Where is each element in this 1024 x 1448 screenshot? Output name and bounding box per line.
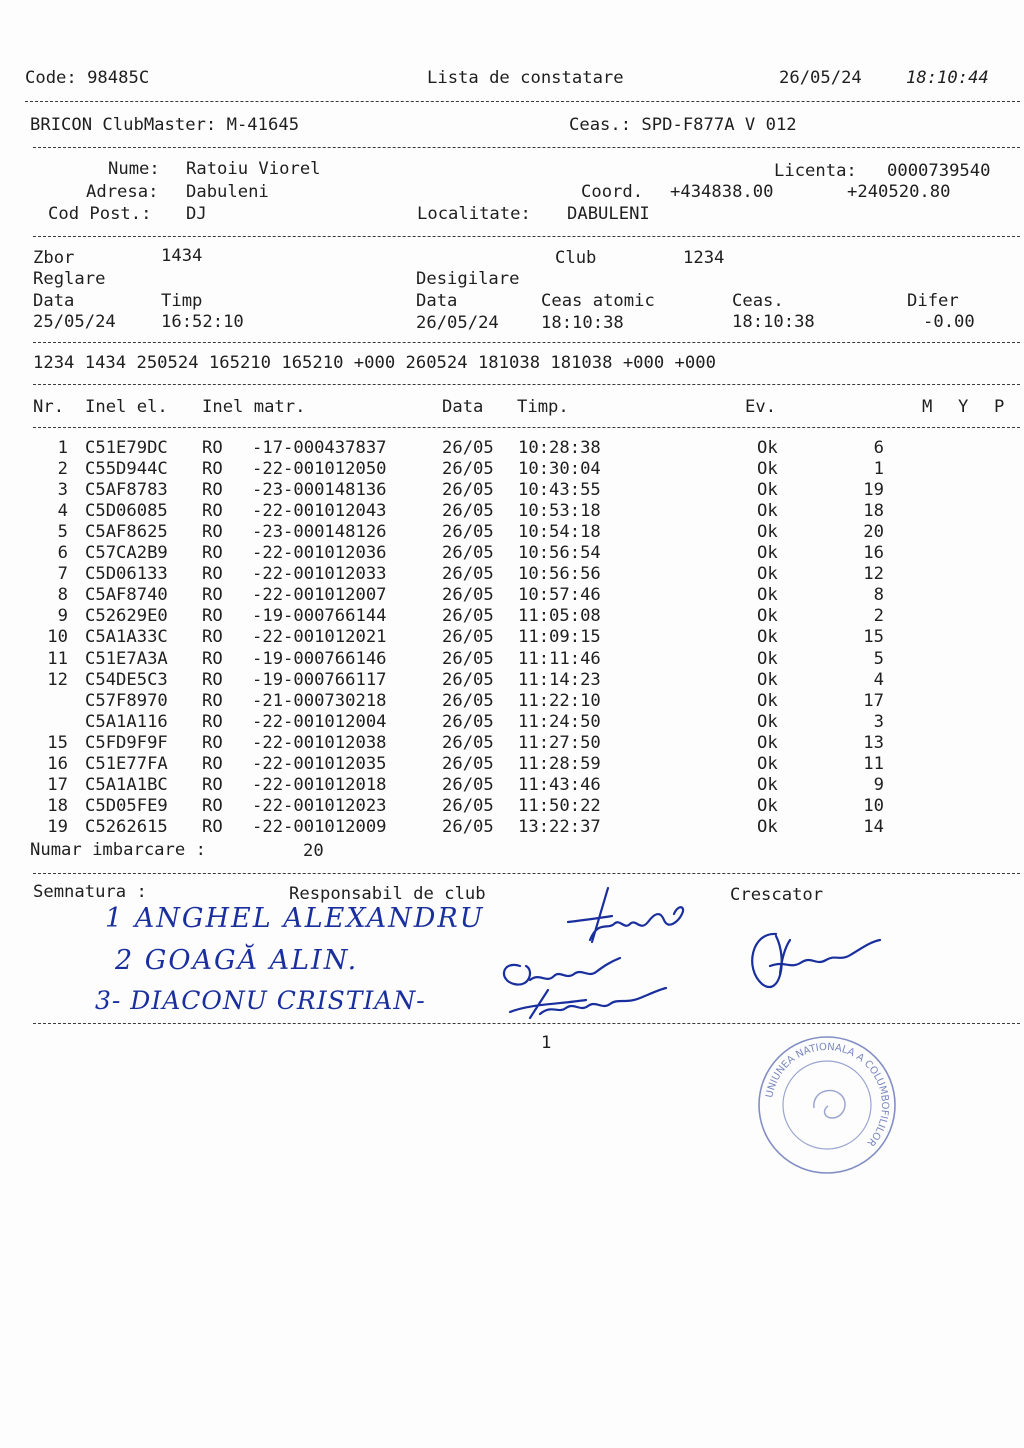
- col-data: Data: [442, 397, 484, 417]
- desig-data-label: Data: [416, 291, 458, 311]
- cell-date: 26/05: [442, 795, 494, 816]
- cell-n: 1: [873, 459, 884, 480]
- cell-date: 26/05: [442, 606, 494, 627]
- cell-date: 26/05: [442, 564, 494, 585]
- cell-matr: -22-001012036: [252, 543, 387, 564]
- cell-nr: 3: [57, 480, 68, 501]
- cell-n: 15: [863, 627, 884, 648]
- cell-matr: -21-000730218: [252, 690, 387, 711]
- cell-nr: 7: [57, 564, 68, 585]
- cell-ev: Ok: [757, 774, 778, 795]
- cell-nr: 12: [47, 669, 68, 690]
- cell-cc: RO: [202, 522, 223, 543]
- cell-time: 10:56:56: [518, 564, 601, 585]
- cell-el: C5262615: [85, 816, 168, 837]
- cell-n: 5: [873, 648, 884, 669]
- boarding-count-label: Numar imbarcare :: [30, 840, 206, 860]
- cell-el: C51E7A3A: [85, 648, 168, 669]
- cell-ev: Ok: [757, 438, 778, 458]
- cell-cc: RO: [202, 585, 223, 606]
- name-label: Nume:: [108, 159, 160, 179]
- col-inel-el: Inel el.: [85, 397, 168, 417]
- club-master: BRICON ClubMaster: M-41645: [30, 115, 300, 135]
- cell-cc: RO: [202, 480, 223, 501]
- club-label: Club: [555, 248, 597, 268]
- cell-n: 8: [873, 585, 884, 606]
- print-date: 26/05/24: [779, 68, 862, 88]
- cell-nr: 17: [47, 774, 68, 795]
- cell-cc: RO: [202, 438, 223, 458]
- cell-matr: -22-001012021: [252, 627, 387, 648]
- col-y: Y: [958, 397, 969, 417]
- cell-ev: Ok: [757, 522, 778, 543]
- cell-matr: -23-000148126: [252, 522, 387, 543]
- cell-el: C5FD9F9F: [85, 732, 168, 753]
- cell-nr: 9: [57, 606, 68, 627]
- cell-time: 11:11:46: [518, 648, 601, 669]
- separator: [33, 873, 1020, 874]
- table-row: [0, 691, 1024, 712]
- cell-matr: -17-000437837: [252, 438, 387, 458]
- table-row: [0, 459, 1024, 480]
- cell-el: C54DE5C3: [85, 669, 168, 690]
- cell-cc: RO: [202, 711, 223, 732]
- cell-time: 10:30:04: [518, 459, 601, 480]
- cell-ev: Ok: [757, 753, 778, 774]
- cell-cc: RO: [202, 648, 223, 669]
- handwritten-signatures: [490, 880, 910, 1030]
- col-m: M: [922, 397, 933, 417]
- license-label: Licenta:: [774, 161, 857, 181]
- clock-id: Ceas.: SPD-F877A V 012: [569, 115, 797, 135]
- cell-cc: RO: [202, 753, 223, 774]
- table-row: [0, 712, 1024, 733]
- cell-cc: RO: [202, 795, 223, 816]
- difference: -0.00: [923, 312, 975, 332]
- table-row: [0, 796, 1024, 817]
- desigilare-label: Desigilare: [416, 269, 520, 289]
- cell-date: 26/05: [442, 648, 494, 669]
- cell-ev: Ok: [757, 711, 778, 732]
- stamp-text: UNIUNEA NATIONALA A COLUMBOFILILOR: [764, 1041, 891, 1149]
- cell-cc: RO: [202, 459, 223, 480]
- cell-n: 18: [863, 501, 884, 522]
- breeder-label: Crescator: [730, 885, 824, 905]
- locality: DABULENI: [567, 204, 650, 224]
- cell-matr: -22-001012009: [252, 816, 387, 837]
- separator: [33, 427, 1020, 428]
- separator: [33, 1023, 1020, 1024]
- cell-matr: -22-001012033: [252, 564, 387, 585]
- table-row: [0, 585, 1024, 606]
- cell-ev: Ok: [757, 480, 778, 501]
- difer-label: Difer: [907, 291, 959, 311]
- cell-el: C5D06085: [85, 501, 168, 522]
- page-number: 1: [541, 1033, 552, 1053]
- cell-el: C51E77FA: [85, 753, 168, 774]
- cell-cc: RO: [202, 606, 223, 627]
- boarding-count: 20: [303, 841, 324, 861]
- cell-ev: Ok: [757, 648, 778, 669]
- zbor-label: Zbor: [33, 248, 75, 268]
- cell-n: 19: [863, 480, 884, 501]
- separator: [33, 236, 1020, 237]
- cell-time: 10:28:38: [518, 438, 601, 458]
- cell-matr: -22-001012023: [252, 795, 387, 816]
- cell-nr: 10: [47, 627, 68, 648]
- cell-el: C51E79DC: [85, 438, 168, 458]
- cell-el: C5AF8783: [85, 480, 168, 501]
- table-row: [0, 501, 1024, 522]
- cell-nr: 4: [57, 501, 68, 522]
- cell-nr: 18: [47, 795, 68, 816]
- cell-cc: RO: [202, 627, 223, 648]
- table-row: [0, 522, 1024, 543]
- cell-time: 13:22:37: [518, 816, 601, 837]
- cell-date: 26/05: [442, 711, 494, 732]
- reglare-time: 16:52:10: [161, 312, 244, 332]
- col-nr: Nr.: [33, 397, 65, 417]
- cell-n: 2: [873, 606, 884, 627]
- print-time: 18:10:44: [906, 68, 989, 88]
- cell-n: 17: [863, 690, 884, 711]
- cell-n: 12: [863, 564, 884, 585]
- reglare-timp-label: Timp: [161, 291, 203, 311]
- club-number: 1234: [683, 248, 725, 268]
- cell-nr: 19: [47, 816, 68, 837]
- cell-date: 26/05: [442, 732, 494, 753]
- table-row: [0, 817, 1024, 838]
- cell-date: 26/05: [442, 543, 494, 564]
- cell-nr: 1: [57, 438, 68, 458]
- table-row: [0, 543, 1024, 564]
- cell-matr: -19-000766146: [252, 648, 387, 669]
- cell-el: C5A1A116: [85, 711, 168, 732]
- cell-nr: 15: [47, 732, 68, 753]
- cell-matr: -19-000766117: [252, 669, 387, 690]
- cell-time: 11:43:46: [518, 774, 601, 795]
- reglare-label: Reglare: [33, 269, 106, 289]
- col-p: P: [994, 397, 1005, 417]
- cell-time: 11:14:23: [518, 669, 601, 690]
- cell-ev: Ok: [757, 459, 778, 480]
- atomic-clock-label: Ceas atomic: [541, 291, 655, 311]
- cell-ev: Ok: [757, 564, 778, 585]
- cell-n: 10: [863, 795, 884, 816]
- cell-time: 10:56:54: [518, 543, 601, 564]
- table-row: [0, 438, 1024, 459]
- cell-n: 6: [873, 438, 884, 458]
- cell-el: C57F8970: [85, 690, 168, 711]
- cell-matr: -22-001012038: [252, 732, 387, 753]
- license-number: 0000739540: [887, 161, 991, 181]
- cell-cc: RO: [202, 669, 223, 690]
- cell-nr: 6: [57, 543, 68, 564]
- coord-latitude: +434838.00: [670, 182, 774, 202]
- cell-date: 26/05: [442, 522, 494, 543]
- cell-matr: -22-001012018: [252, 774, 387, 795]
- cell-time: 11:09:15: [518, 627, 601, 648]
- address-label: Adresa:: [86, 182, 159, 202]
- cell-n: 20: [863, 522, 884, 543]
- cell-ev: Ok: [757, 732, 778, 753]
- cell-cc: RO: [202, 564, 223, 585]
- reglare-data-label: Data: [33, 291, 75, 311]
- cell-time: 11:50:22: [518, 795, 601, 816]
- cell-cc: RO: [202, 501, 223, 522]
- cell-el: C5A1A1BC: [85, 774, 168, 795]
- cell-nr: 2: [57, 459, 68, 480]
- zbor-number: 1434: [161, 246, 203, 266]
- cell-date: 26/05: [442, 816, 494, 837]
- cell-el: C57CA2B9: [85, 543, 168, 564]
- postal-code: DJ: [186, 204, 207, 224]
- cell-ev: Ok: [757, 795, 778, 816]
- cell-el: C5A1A33C: [85, 627, 168, 648]
- cell-el: C5AF8740: [85, 585, 168, 606]
- cell-matr: -19-000766144: [252, 606, 387, 627]
- separator: [33, 342, 1020, 343]
- cell-matr: -22-001012007: [252, 585, 387, 606]
- cell-time: 11:05:08: [518, 606, 601, 627]
- clock-label: Ceas.: [732, 291, 784, 311]
- locality-label: Localitate:: [417, 204, 531, 224]
- col-inel-matr: Inel matr.: [202, 397, 306, 417]
- cell-cc: RO: [202, 774, 223, 795]
- cell-el: C5D06133: [85, 564, 168, 585]
- table-row: [0, 649, 1024, 670]
- cell-date: 26/05: [442, 753, 494, 774]
- separator: [25, 101, 1020, 102]
- document-title: Lista de constatare: [427, 68, 624, 88]
- cell-el: C5D05FE9: [85, 795, 168, 816]
- cell-time: 11:24:50: [518, 711, 601, 732]
- cell-matr: -22-001012004: [252, 711, 387, 732]
- separator: [33, 147, 1020, 148]
- cell-ev: Ok: [757, 543, 778, 564]
- postal-label: Cod Post.:: [48, 204, 152, 224]
- cell-matr: -22-001012050: [252, 459, 387, 480]
- cell-n: 16: [863, 543, 884, 564]
- cell-cc: RO: [202, 543, 223, 564]
- cell-date: 26/05: [442, 438, 494, 458]
- col-ev: Ev.: [745, 397, 777, 417]
- cell-time: 10:43:55: [518, 480, 601, 501]
- cell-matr: -22-001012043: [252, 501, 387, 522]
- cell-date: 26/05: [442, 774, 494, 795]
- cell-ev: Ok: [757, 816, 778, 837]
- coord-label: Coord.: [581, 182, 644, 202]
- cell-date: 26/05: [442, 459, 494, 480]
- handwritten-name-2: 2 GOAGĂ ALIN.: [115, 945, 359, 976]
- table-row: [0, 480, 1024, 501]
- svg-text:UNIUNEA NATIONALA A COLUMBOFIL: [764, 1042, 890, 1148]
- cell-cc: RO: [202, 690, 223, 711]
- cell-ev: Ok: [757, 627, 778, 648]
- table-row: [0, 606, 1024, 627]
- owner-address: Dabuleni: [186, 182, 269, 202]
- table-row: [0, 627, 1024, 648]
- cell-n: 4: [873, 669, 884, 690]
- document-code: Code: 98485C: [25, 68, 150, 88]
- handwritten-name-3: 3- DIACONU CRISTIAN-: [95, 986, 426, 1015]
- cell-ev: Ok: [757, 690, 778, 711]
- cell-time: 10:54:18: [518, 522, 601, 543]
- owner-name: Ratoiu Viorel: [186, 159, 321, 179]
- cell-cc: RO: [202, 816, 223, 837]
- cell-nr: 5: [57, 522, 68, 543]
- table-row: [0, 670, 1024, 691]
- cell-n: 3: [873, 711, 884, 732]
- table-row: [0, 564, 1024, 585]
- cell-matr: -22-001012035: [252, 753, 387, 774]
- code-line: 1234 1434 250524 165210 165210 +000 260524 181038 181038 +000 +000: [33, 353, 716, 373]
- cell-el: C55D944C: [85, 459, 168, 480]
- cell-cc: RO: [202, 732, 223, 753]
- cell-date: 26/05: [442, 501, 494, 522]
- cell-nr: 16: [47, 753, 68, 774]
- cell-date: 26/05: [442, 690, 494, 711]
- cell-time: 11:22:10: [518, 690, 601, 711]
- cell-ev: Ok: [757, 585, 778, 606]
- separator: [33, 384, 1020, 385]
- cell-el: C52629E0: [85, 606, 168, 627]
- cell-time: 11:27:50: [518, 732, 601, 753]
- desig-date: 26/05/24: [416, 313, 499, 333]
- cell-matr: -23-000148136: [252, 480, 387, 501]
- cell-ev: Ok: [757, 501, 778, 522]
- desig-atomic-time: 18:10:38: [541, 313, 624, 333]
- cell-ev: Ok: [757, 669, 778, 690]
- cell-time: 10:57:46: [518, 585, 601, 606]
- signature-label: Semnatura :: [33, 882, 147, 902]
- cell-time: 10:53:18: [518, 501, 601, 522]
- cell-n: 14: [863, 816, 884, 837]
- handwritten-name-1: 1 ANGHEL ALEXANDRU: [105, 903, 485, 934]
- desig-clock-time: 18:10:38: [732, 312, 815, 332]
- cell-ev: Ok: [757, 606, 778, 627]
- table-row: [0, 733, 1024, 754]
- club-responsible-label: Responsabil de club: [289, 884, 486, 904]
- coord-longitude: +240520.80: [847, 182, 951, 202]
- cell-date: 26/05: [442, 585, 494, 606]
- cell-el: C5AF8625: [85, 522, 168, 543]
- cell-n: 13: [863, 732, 884, 753]
- cell-nr: 11: [47, 648, 68, 669]
- table-row: [0, 754, 1024, 775]
- official-stamp: [752, 1030, 902, 1180]
- col-timp: Timp.: [517, 397, 569, 417]
- cell-time: 11:28:59: [518, 753, 601, 774]
- reglare-date: 25/05/24: [33, 312, 116, 332]
- table-row: [0, 775, 1024, 796]
- cell-nr: 8: [57, 585, 68, 606]
- cell-n: 9: [873, 774, 884, 795]
- cell-date: 26/05: [442, 627, 494, 648]
- cell-n: 11: [863, 753, 884, 774]
- cell-date: 26/05: [442, 480, 494, 501]
- cell-date: 26/05: [442, 669, 494, 690]
